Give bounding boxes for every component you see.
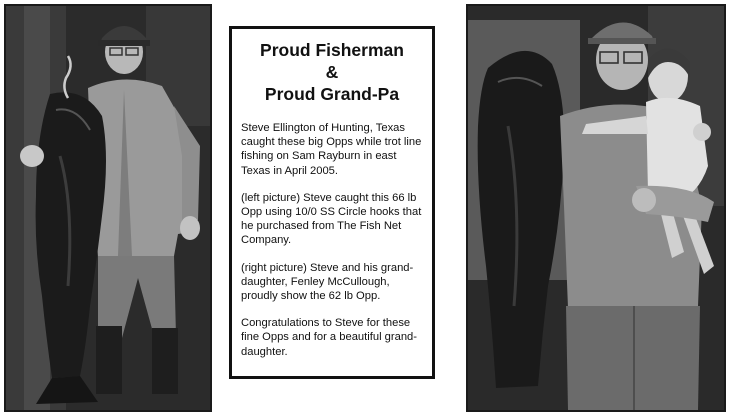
left-photo-image bbox=[6, 6, 210, 410]
right-photo bbox=[466, 4, 726, 412]
article-paragraph-right-picture: (right picture) Steve and his grand-daughter, Fenley McCullough, proudly show the 62 lb Opp. bbox=[241, 261, 414, 303]
article-panel bbox=[229, 26, 435, 379]
left-photo bbox=[4, 4, 212, 412]
article-paragraph-congratulations: Congratulations to Steve for these fine Opps and for a beautiful grand-daughter. bbox=[241, 317, 418, 358]
headline-line-1: Proud Fisherman bbox=[260, 40, 404, 60]
article-headline bbox=[241, 39, 423, 105]
headline-line-2: & bbox=[325, 62, 339, 82]
article-paragraph-left-picture: (left picture) Steve caught this 66 lb Opp using 10/0 SS Circle hooks that he purchased from The Fish Net Company. bbox=[241, 191, 422, 247]
right-photo-image bbox=[468, 6, 724, 410]
headline-line-3: Proud Grand-Pa bbox=[264, 84, 400, 104]
article-paragraph-intro: Steve Ellington of Hunting, Texas caught these big Opps while trot line fishing on Sam Rayburn in east Texas in April 2005. bbox=[241, 122, 422, 177]
